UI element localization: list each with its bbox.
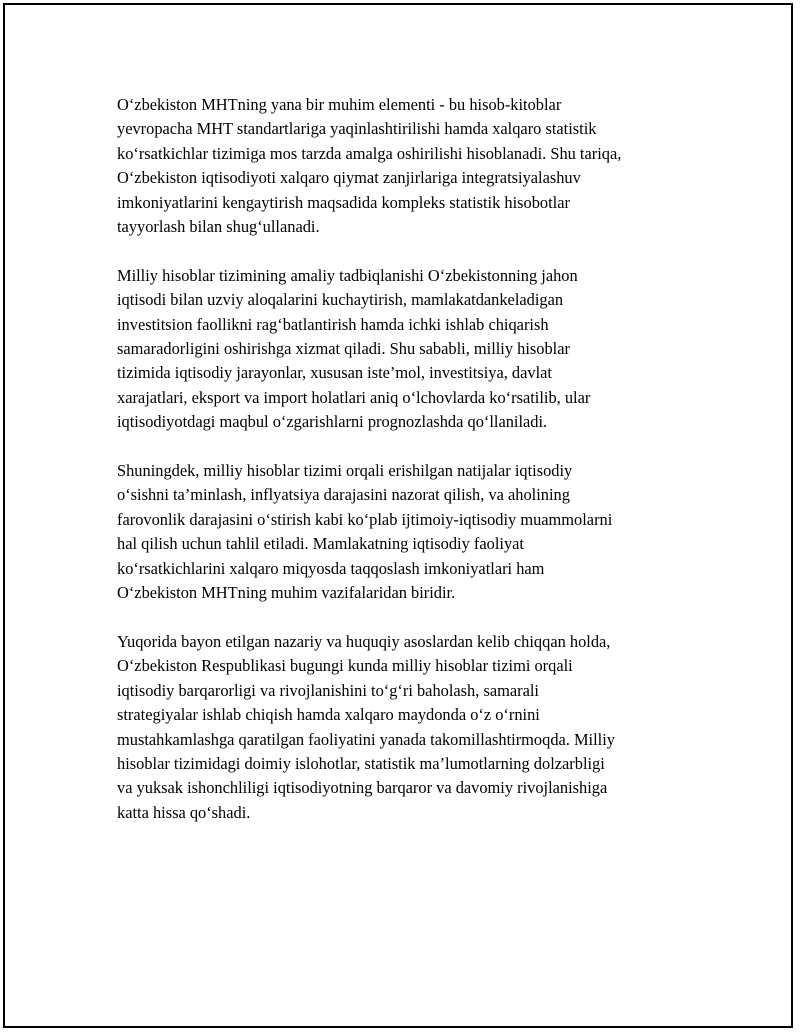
text-line: ko‘rsatkichlar tizimiga mos tarzda amalga oshirilishi hisoblanadi. Shu tariqa,: [117, 143, 622, 163]
text-line: hisoblar tizimidagi doimiy islohotlar, statistik ma’lumotlarning dolzarbligi: [117, 753, 605, 773]
text-line: ko‘rsatkichlarini xalqaro miqyosda taqqoslash imkoniyatlari ham: [117, 558, 545, 578]
paragraph-2: [117, 264, 707, 435]
text-line: yevropacha MHT standartlariga yaqinlashtirilishi hamda xalqaro statistik: [117, 119, 597, 139]
text-line: imkoniyatlarini kengaytirish maqsadida kompleks statistik hisobotlar: [117, 192, 570, 212]
text-line: O‘zbekiston MHTning muhim vazifalaridan biridir.: [117, 583, 456, 603]
text-line: katta hissa qo‘shadi.: [117, 802, 251, 822]
text-line: iqtisodiyotdagi maqbul o‘zgarishlarni prognozlashda qo‘llaniladi.: [117, 412, 548, 432]
text-line: xarajatlari, eksport va import holatlari aniq o‘lchovlarda ko‘rsatilib, ular: [117, 387, 591, 407]
text-line: O‘zbekiston iqtisodiyoti xalqaro qiymat zanjirlariga integratsiyalashuv: [117, 168, 581, 188]
text-line: iqtisodiy barqarorligi va rivojlanishini to‘g‘ri baholash, samarali: [117, 680, 539, 700]
text-line: Milliy hisoblar tizimining amaliy tadbiqlanishi O‘zbekistonning jahon: [117, 265, 578, 285]
text-line: o‘sishni ta’minlash, inflyatsiya darajasini nazorat qilish, va aholining: [117, 485, 570, 505]
text-line: O‘zbekiston MHTning yana bir muhim elementi - bu hisob-kitoblar: [117, 95, 562, 114]
paragraph-3: [117, 459, 707, 605]
text-line: iqtisodi bilan uzviy aloqalarini kuchaytirish, mamlakatdankeladigan: [117, 290, 564, 310]
text-line: samaradorligini oshirishga xizmat qiladi. Shu sababli, milliy hisoblar: [117, 339, 570, 359]
document-body: [117, 93, 707, 850]
text-line: strategiyalar ishlab chiqish hamda xalqaro maydonda o‘z o‘rnini: [117, 705, 540, 725]
text-line: O‘zbekiston Respublikasi bugungi kunda milliy hisoblar tizimi orqali: [117, 656, 573, 676]
text-line: tizimida iqtisodiy jarayonlar, xususan iste’mol, investitsiya, davlat: [117, 363, 552, 383]
text-line: investitsion faollikni rag‘batlantirish hamda ichki ishlab chiqarish: [117, 314, 549, 334]
paragraph-4: [117, 630, 707, 825]
text-line: tayyorlash bilan shug‘ullanadi.: [117, 217, 320, 237]
text-line: va yuksak ishonchliligi iqtisodiyotning barqaror va davomiy rivojlanishiga: [117, 778, 608, 798]
text-line: farovonlik darajasini o‘stirish kabi ko‘plab ijtimoiy-iqtisodiy muammolarni: [117, 509, 613, 529]
text-line: Yuqorida bayon etilgan nazariy va huquqiy asoslardan kelib chiqqan holda,: [117, 631, 611, 651]
paragraph-1: [117, 93, 707, 239]
text-line: Shuningdek, milliy hisoblar tizimi orqali erishilgan natijalar iqtisodiy: [117, 461, 573, 481]
text-line: mustahkamlashga qaratilgan faoliyatini yanada takomillashtirmoqda. Milliy: [117, 729, 615, 749]
text-line: hal qilish uchun tahlil etiladi. Mamlakatning iqtisodiy faoliyat: [117, 534, 524, 554]
